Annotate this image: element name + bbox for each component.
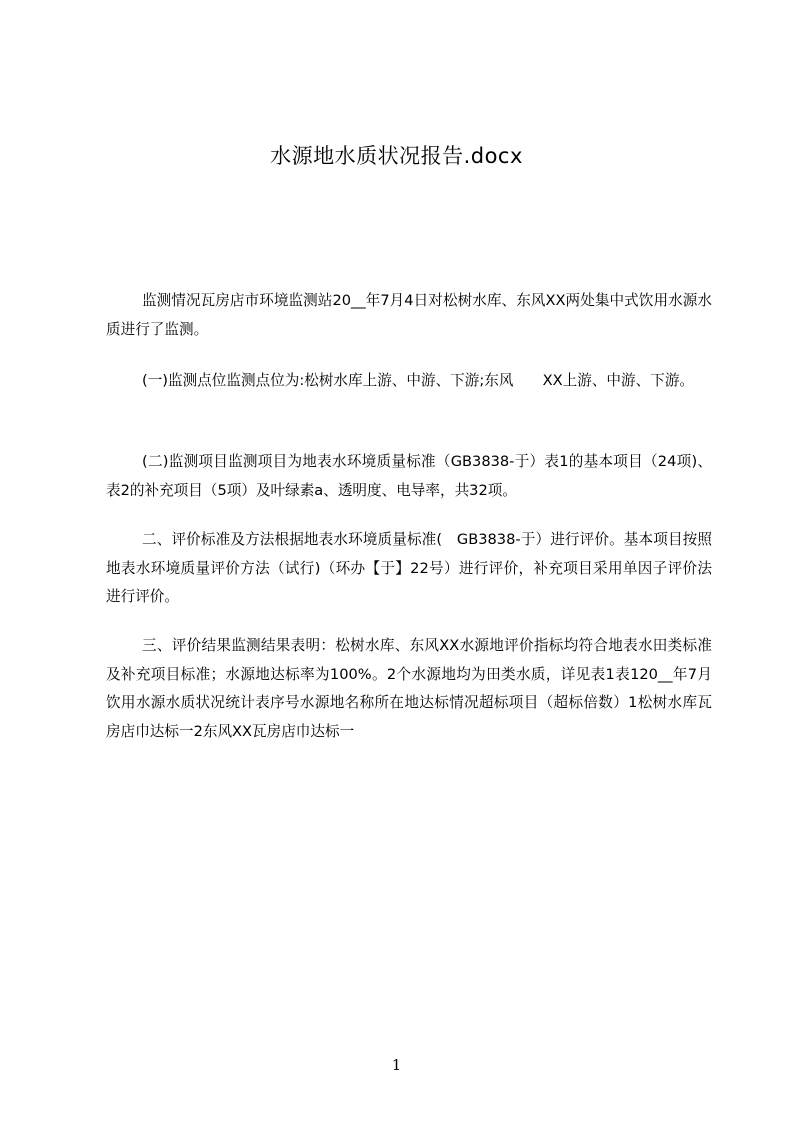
paragraph-monitoring-points: (一)监测点位监测点位为:松树水库上游、中游、下游;东风 XX上游、中游、下游。 (142, 372, 695, 389)
page-number: 1 (391, 1056, 402, 1074)
document-title: 水源地水质状况报告.docx (270, 144, 523, 168)
paragraph-monitoring-overview: 监测情况瓦房店市环境监测站20__年7月4日对松树水库、东风XX两处集中式饮用水源水质进行了监测。 (106, 292, 712, 338)
paragraph-evaluation-standard: 二、评价标准及方法根据地表水环境质量标准( GB3838-于）进行评价。基本项目按照地表水环境质量评价方法（试行)（环办【于】22号）进行评价，补充项目采用单因子评价法进行评价。 (106, 531, 712, 605)
paragraph-evaluation-result: 三、评价结果监测结果表明：松树水库、东风XX水源地评价指标均符合地表水田类标准及补充项目标准；水源地达标率为100%。2个水源地均为田类水质，详见表1表120__年7月饮用水源水质状况统计表序号水源地名称所在地达标情况超标项目（超标倍数）1松树水库瓦房店巾达标一2东风XX瓦房店巾达标一 (106, 637, 712, 740)
paragraph-monitoring-items: (二)监测项目监测项目为地表水环境质量标准（GB3838-于）表1的基本项目（24项)、表2的补充项目（5项）及叶绿素a、透明度、电导率，共32项。 (106, 453, 712, 499)
